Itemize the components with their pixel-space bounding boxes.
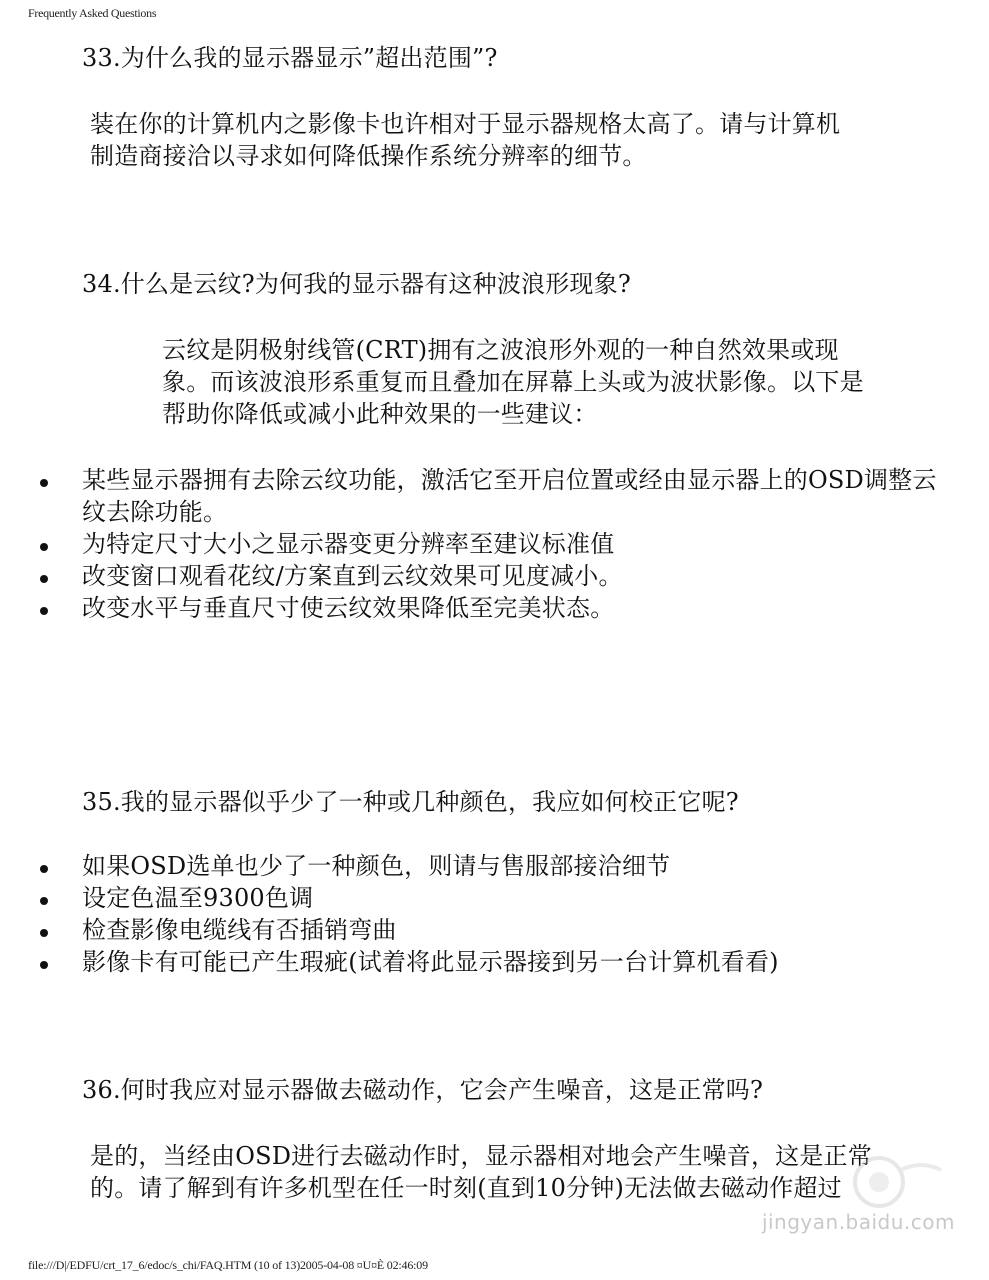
list-item-text: 影像卡有可能已产生瑕疵(试着将此显示器接到另一台计算机看看) (82, 948, 779, 976)
bullet-icon (40, 865, 48, 873)
answer-34-line-3: 帮助你降低或减小此种效果的一些建议： (162, 400, 598, 428)
list-item (0, 560, 952, 592)
list-item-text: 某些显示器拥有去除云纹功能，激活它至开启位置或经由显示器上的OSD调整云纹去除功能。 (82, 466, 937, 526)
question-35: 35.我的显示器似乎少了一种或几种颜色，我应如何校正它呢? (82, 788, 739, 816)
answer-33 (90, 108, 960, 172)
bullet-icon (40, 929, 48, 937)
list-item-text: 检查影像电缆线有否插销弯曲 (82, 916, 397, 944)
list-item (0, 464, 942, 528)
watermark-text: jingyan.baidu.com (761, 1210, 955, 1234)
question-33: 33.为什么我的显示器显示”超出范围”? (82, 44, 498, 72)
answer-34-line-1: 云纹是阴极射线管(CRT)拥有之波浪形外观的一种自然效果或现 (162, 336, 839, 364)
list-item-text: 如果OSD选单也少了一种颜色，则请与售服部接洽细节 (82, 852, 671, 880)
list-item (0, 850, 952, 882)
list-item (0, 914, 952, 946)
bullet-icon (40, 479, 48, 487)
bullet-icon (40, 897, 48, 905)
bullet-icon (40, 575, 48, 583)
bullet-icon (40, 543, 48, 551)
answer-33-line-2: 制造商接洽以寻求如何降低操作系统分辨率的细节。 (90, 142, 647, 170)
page-footer: file:///D|/EDFU/crt_17_6/edoc/s_chi/FAQ.HTM (10 of 13)2005-04-08 ¤U¤È 02:46:09 (28, 1258, 428, 1272)
answer-34-line-2: 象。而该波浪形系重复而且叠加在屏幕上头或为波状影像。以下是 (162, 368, 864, 396)
page-header: Frequently Asked Questions (28, 6, 157, 20)
answer-36-line-2: 的。请了解到有许多机型在任一时刻(直到10分钟)无法做去磁动作超过 (90, 1174, 842, 1202)
list-item-text: 设定色温至9300色调 (82, 884, 314, 912)
bullet-list-35 (0, 850, 952, 978)
question-34: 34.什么是云纹?为何我的显示器有这种波浪形现象? (82, 270, 631, 298)
list-item (0, 946, 952, 978)
answer-36-line-1: 是的，当经由OSD进行去磁动作时，显示器相对地会产生噪音，这是正常 (90, 1142, 872, 1170)
list-item (0, 882, 952, 914)
list-item-text: 改变窗口观看花纹/方案直到云纹效果可见度减小。 (82, 562, 623, 590)
bullet-icon (40, 961, 48, 969)
question-36: 36.何时我应对显示器做去磁动作，它会产生噪音，这是正常吗? (82, 1076, 764, 1104)
list-item-text: 改变水平与垂直尺寸使云纹效果降低至完美状态。 (82, 594, 615, 622)
answer-34 (162, 334, 962, 430)
list-item (0, 528, 952, 560)
list-item-text: 为特定尺寸大小之显示器变更分辨率至建议标准值 (82, 530, 615, 558)
bullet-icon (40, 607, 48, 615)
bullet-list-34 (0, 464, 952, 624)
list-item (0, 592, 952, 624)
answer-33-line-1: 装在你的计算机内之影像卡也许相对于显示器规格太高了。请与计算机 (90, 110, 841, 138)
